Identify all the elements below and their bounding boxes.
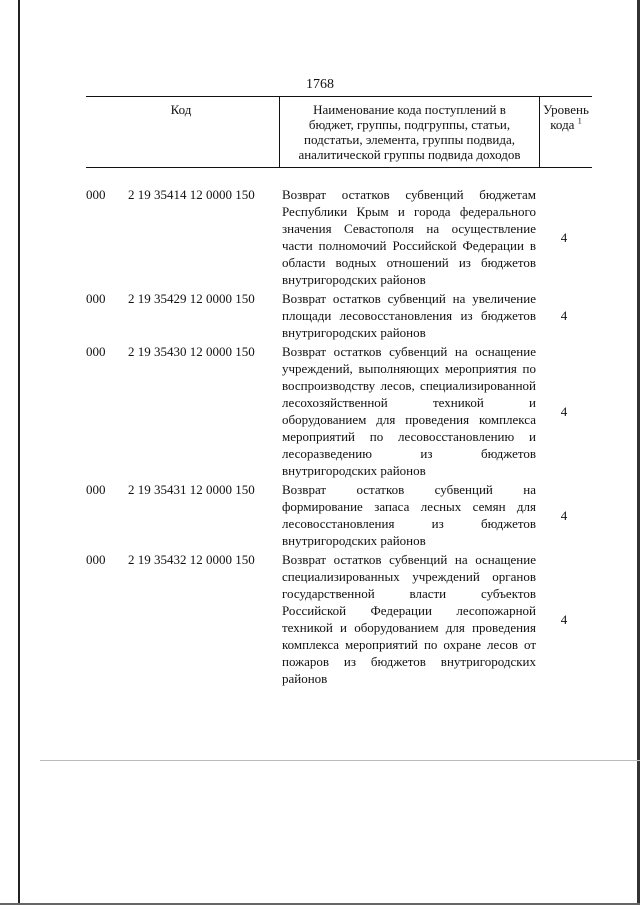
income-name: Возврат остатков субвенций на формирование запаса лесных семян для лесовосстановления из бюджетов внутригородских районов (282, 482, 536, 548)
admin-code: 000 (86, 344, 106, 359)
header-level-word: кода (550, 117, 575, 132)
table-row (86, 290, 592, 341)
header-name-line: аналитической группы подвида доходов (298, 147, 521, 162)
admin-code: 000 (86, 187, 106, 202)
header-name-line: бюджет, группы, подгруппы, статьи, (308, 117, 511, 132)
header-code-label: Код (170, 102, 192, 117)
header-level-column (540, 97, 592, 167)
income-code: 2 19 35429 12 0000 150 (128, 291, 255, 306)
income-name: Возврат остатков субвенций на оснащение специализированных учреждений органов государственной власти субъектов Российской Федерации лесопожарной техникой и оборудованием для проведения комплекса мероприятий по охране лесов от пожаров из бюджетов внутригородских районов (282, 552, 536, 686)
table-row (86, 481, 592, 549)
admin-code: 000 (86, 552, 106, 567)
footnote-marker: 1 (577, 116, 582, 126)
table-header (86, 96, 592, 168)
admin-code: 000 (86, 291, 106, 306)
income-code: 2 19 35432 12 0000 150 (128, 552, 255, 567)
income-code: 2 19 35414 12 0000 150 (128, 187, 255, 202)
header-name-line: подстатьи, элемента, группы подвида, (304, 132, 515, 147)
table-row (86, 551, 592, 687)
table-body (86, 186, 592, 687)
income-name: Возврат остатков субвенций бюджетам Республики Крым и города федерального значения Севастополя на осуществление части полномочий Российской Федерации в области водных отношений из бюджетов внутригородских районов (282, 187, 536, 287)
page-number: 1768 (306, 77, 334, 92)
header-level-line1: Уровень (543, 102, 589, 117)
header-level-line2 (550, 117, 581, 132)
page-left-edge (18, 0, 20, 905)
table-row (86, 186, 592, 288)
scan-artifact-line (40, 760, 640, 761)
header-level-label (540, 97, 592, 132)
header-name-label (280, 97, 539, 162)
code-level: 4 (560, 507, 568, 523)
code-level: 4 (560, 611, 568, 627)
code-level: 4 (560, 308, 568, 323)
table-row (86, 343, 592, 479)
income-name: Возврат остатков субвенций на оснащение учреждений, выполняющих мероприятия по воспроизводству лесов, специализированной лесохозяйственной техникой и оборудованием для проведения комплекса мероприятий по лесовосстановлению и лесоразведению из бюджетов внутригородских районов (282, 344, 536, 478)
header-name-column (279, 97, 540, 167)
admin-code: 000 (86, 482, 106, 497)
header-code-column (86, 97, 276, 167)
income-name: Возврат остатков субвенций на увеличение площади лесовосстановления из бюджетов внутригородских районов (282, 291, 536, 340)
header-name-line: Наименование кода поступлений в (313, 102, 506, 117)
code-level: 4 (560, 403, 568, 419)
income-code: 2 19 35431 12 0000 150 (128, 482, 255, 497)
code-level: 4 (560, 229, 568, 245)
income-code: 2 19 35430 12 0000 150 (128, 344, 255, 359)
